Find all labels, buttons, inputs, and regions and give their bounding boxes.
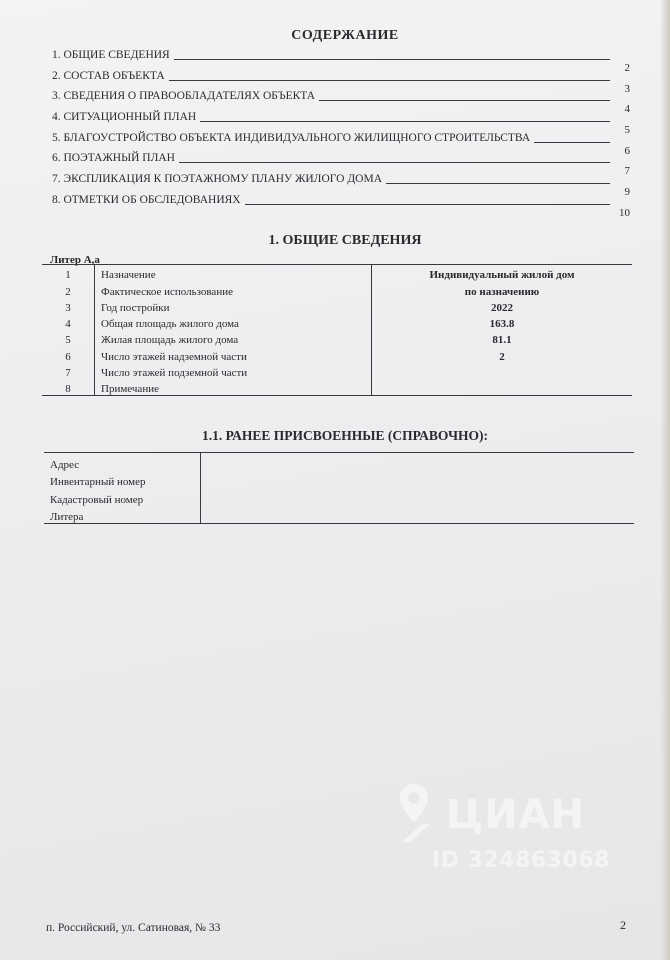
toc-item	[52, 87, 630, 116]
toc-item-label: 5. БЛАГОУСТРОЙСТВО ОБЪЕКТА ИНДИВИДУАЛЬНОГО ЖИЛИЩНОГО СТРОИТЕЛЬСТВА	[52, 131, 531, 144]
row-value	[372, 379, 633, 396]
table-row	[42, 298, 632, 314]
toc-item	[52, 108, 630, 137]
row-value: 163.8	[489, 318, 515, 331]
toc-leader-line	[245, 191, 610, 205]
footer-page-number: 2	[620, 918, 626, 932]
toc-leader-line	[169, 67, 610, 81]
toc-item-page: 3	[624, 82, 630, 95]
toc-item	[52, 129, 630, 157]
row-value: 2	[499, 350, 505, 363]
toc-item-page: 6	[624, 144, 630, 157]
toc-item-page: 5	[624, 124, 630, 137]
row-number: 5	[42, 330, 95, 346]
row-value	[201, 471, 635, 489]
footer-address: п. Российский, ул. Сатиновая, № 33	[46, 922, 221, 934]
row-parameter: Назначение	[95, 265, 372, 282]
row-number: 3	[42, 298, 95, 314]
table-of-contents	[52, 46, 630, 219]
previous-info-table	[44, 452, 634, 524]
row-number: 1	[42, 265, 95, 282]
toc-item	[52, 170, 630, 199]
toc-item	[52, 67, 630, 95]
previous-info-title: 1.1. РАНЕЕ ПРИСВОЕННЫЕ (СПРАВОЧНО):	[201, 428, 488, 443]
toc-item-label: 8. ОТМЕТКИ ОБ ОБСЛЕДОВАНИЯХ	[52, 193, 241, 206]
row-value	[372, 363, 633, 379]
table-row	[42, 379, 632, 396]
toc-item-label: 2. СОСТАВ ОБЪЕКТА	[52, 69, 165, 82]
row-parameter: Примечание	[95, 379, 372, 396]
toc-title: СОДЕРЖАНИЕ	[291, 28, 399, 43]
row-number: 7	[42, 363, 95, 379]
row-parameter: Фактическое использование	[95, 281, 372, 297]
table-row	[42, 314, 632, 330]
row-value: 2022	[491, 301, 513, 314]
row-number: 6	[42, 346, 95, 362]
toc-leader-line	[386, 170, 610, 184]
row-key: Литера	[44, 506, 201, 524]
toc-item-page: 4	[624, 103, 630, 116]
row-number: 8	[42, 379, 95, 396]
row-key: Адрес	[44, 453, 201, 471]
toc-leader-line	[179, 149, 610, 163]
row-value	[201, 453, 635, 471]
table-row	[42, 265, 632, 282]
table-row	[44, 488, 634, 506]
general-info-title: 1. ОБЩИЕ СВЕДЕНИЯ	[268, 233, 422, 248]
row-parameter: Число этажей надземной части	[95, 346, 372, 362]
row-value: Индивидуальный жилой дом	[372, 265, 633, 282]
toc-item	[52, 191, 630, 219]
toc-item-page: 2	[624, 62, 630, 74]
toc-leader-line	[174, 46, 610, 60]
row-number: 2	[42, 281, 95, 297]
table-row	[42, 363, 632, 379]
cian-watermark	[400, 784, 610, 873]
toc-item-label: 7. ЭКСПЛИКАЦИЯ К ПОЭТАЖНОМУ ПЛАНУ ЖИЛОГО ДОМА	[52, 173, 383, 186]
table-row	[42, 330, 632, 346]
toc-item-page: 7	[624, 165, 630, 178]
toc-item	[52, 149, 630, 178]
toc-item	[52, 46, 630, 74]
toc-leader-line	[200, 108, 610, 122]
row-number: 4	[42, 314, 95, 330]
toc-item-page: 10	[619, 206, 630, 219]
row-parameter: Год постройки	[95, 298, 372, 314]
toc-item-label: 6. ПОЭТАЖНЫЙ ПЛАН	[52, 152, 175, 165]
table-row	[44, 506, 634, 524]
table-row	[42, 346, 632, 362]
page-edge	[660, 0, 670, 960]
row-value: по назначению	[464, 285, 540, 298]
toc-leader-line	[319, 87, 610, 101]
general-info-table	[42, 264, 632, 396]
watermark-id: ID 324863068	[432, 848, 610, 873]
toc-item-label: 4. СИТУАЦИОННЫЙ ПЛАН	[52, 111, 197, 124]
toc-item-label: 3. СВЕДЕНИЯ О ПРАВООБЛАДАТЕЛЯХ ОБЪЕКТА	[52, 90, 316, 103]
row-key: Инвентарный номер	[44, 471, 201, 489]
row-parameter: Общая площадь жилого дома	[95, 314, 372, 330]
location-pin-icon	[400, 784, 440, 846]
table-row	[42, 281, 632, 297]
row-key: Кадастровый номер	[44, 488, 201, 506]
row-value: 81.1	[492, 334, 512, 347]
toc-item-page: 9	[624, 186, 630, 199]
watermark-brand: ЦИАН	[446, 792, 586, 838]
table-row	[44, 471, 634, 489]
row-parameter: Жилая площадь жилого дома	[95, 330, 372, 346]
table-row	[44, 453, 634, 471]
row-value	[201, 506, 635, 524]
toc-leader-line	[534, 129, 610, 143]
row-parameter: Число этажей подземной части	[95, 363, 372, 379]
row-value	[201, 488, 635, 506]
litera-label: Литер А,а	[50, 254, 100, 266]
toc-item-label: 1. ОБЩИЕ СВЕДЕНИЯ	[52, 49, 170, 61]
